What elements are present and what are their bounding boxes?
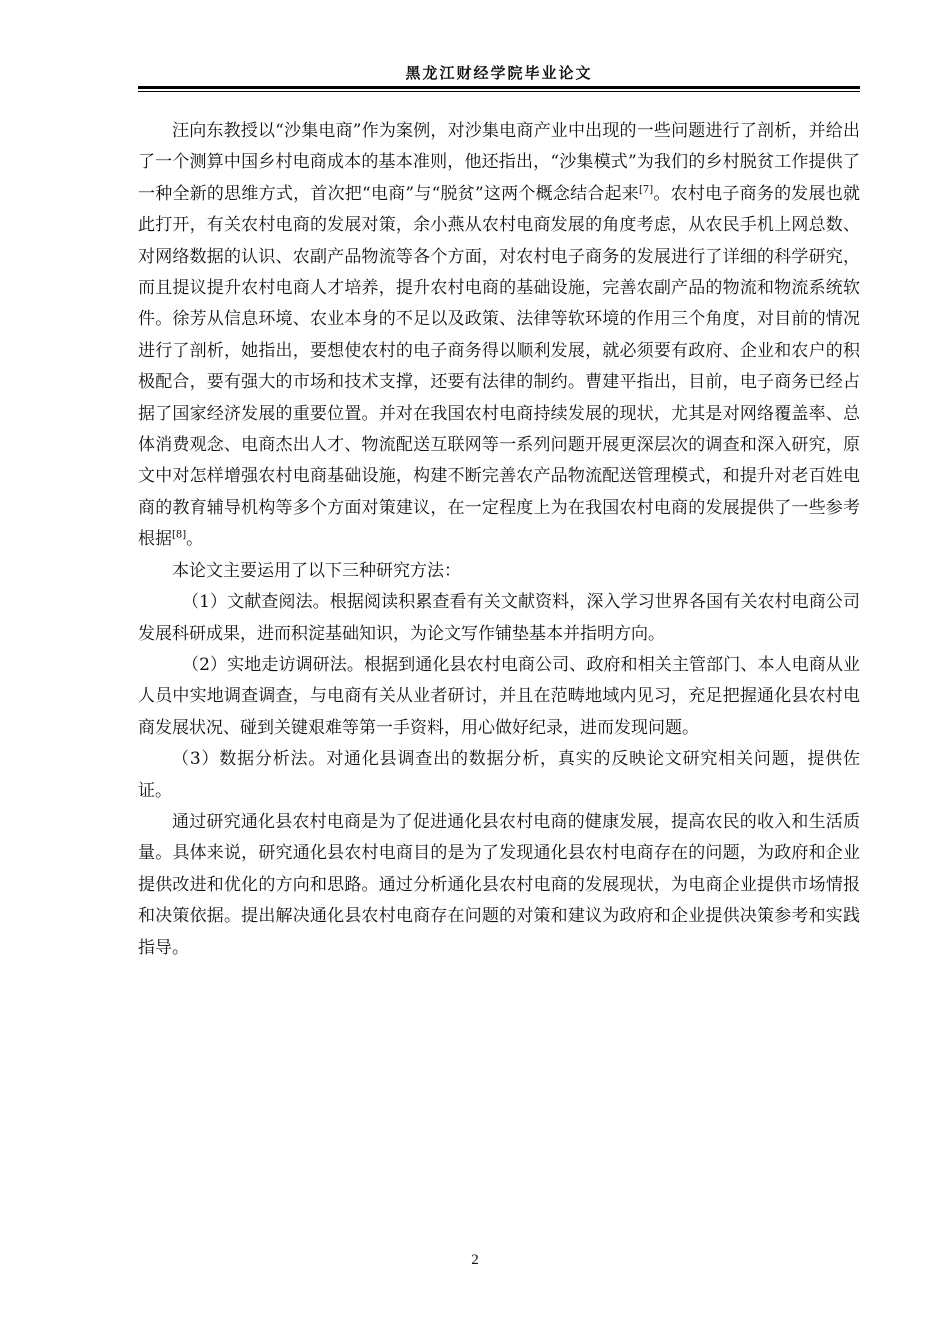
paragraph-literature-review xyxy=(138,116,860,556)
citation-ref: [7] xyxy=(639,184,654,196)
paragraph-method-1: （1）文献查阅法。根据阅读积累查看有关文献资料，深入学习世界各国有关农村电商公司发展科研成果，进而积淀基础知识，为论文写作铺垫基本并指明方向。 xyxy=(138,592,860,644)
paragraph-text-tail: 。农村电子商务的发展也就此打开，有关农村电商的发展对策，余小燕从农村电商发展的角度考虑，从农民手机上网总数、对网络数据的认识、农副产品物流等各个方面，对农村电子商务的发展进行了详细的科学研究，而且提议提升农村电商人才培养，提升农村电商的基础设施，完善农副产品的物流和物流系统软件。徐芳从信息环境、农业本身的不足以及政策、法律等软环境的作用三个角度，对目前的情况进行了剖析，她指出，要想使农村的电子商务得以顺利发展，就必须要有政府、企业和农户的积极配合，要有强大的市场和技术支撑，还要有法律的制约。曹建平指出，目前，电子商务已经占据了国家经济发展的重要位置。并对在我国农村电商持续发展的现状，尤其是对网络覆盖率、总体消费观念、电商杰出人才、物流配送互联网等一系列问题开展更深层次的调查和深入研究，原文中对怎样增强农村电商基础设施，构建不断完善农产品物流配送管理模式，和提升对老百姓电商的教育辅导机构等多个方面对策建议，在一定程度上为在我国农村电商的发展提供了一些参考根据 xyxy=(138,183,861,550)
body-text xyxy=(138,116,860,964)
citation-ref: [8] xyxy=(172,529,187,541)
paragraph-method-2: （2）实地走访调研法。根据到通化县农村电商公司、政府和相关主管部门、本人电商从业人员中实地调查调查，与电商有关从业者研讨，并且在范畴地域内见习，充足把握通化县农村电商发展状况、碰到关键艰难等第一手资料，用心做好纪录，进而发现问题。 xyxy=(138,654,860,738)
header-rule-thick xyxy=(138,86,860,89)
page-header-title: 黑龙江财经学院毕业论文 xyxy=(405,64,593,82)
paragraph-text: 汪向东教授以“沙集电商”作为案例，对沙集电商产业中出现的一些问题进行了剖析，并给出了一个测算中国乡村电商成本的基本准则，他还指出，“沙集模式”为我们的乡村脱贫工作提供了一种全新的思维方式，首次把“电商”与“脱贫”这两个概念结合起来 xyxy=(138,121,860,204)
paragraph-methods-intro: 本论文主要运用了以下三种研究方法： xyxy=(172,560,461,581)
paragraph-text-tail: 。 xyxy=(186,529,204,550)
header-rule-thin xyxy=(138,91,860,92)
page-number: 2 xyxy=(471,1252,479,1268)
paragraph-method-3: （3）数据分析法。对通化县调查出的数据分析，真实的反映论文研究相关问题，提供佐证。 xyxy=(138,749,860,801)
paragraph-purpose: 通过研究通化县农村电商是为了促进通化县农村电商的健康发展，提高农民的收入和生活质量。具体来说，研究通化县农村电商目的是为了发现通化县农村电商存在的问题，为政府和企业提供改进和优化的方向和思路。通过分析通化县农村电商的发展现状，为电商企业提供市场情报和决策依据。提出解决通化县农村电商存在问题的对策和建议为政府和企业提供决策参考和实践指导。 xyxy=(138,811,860,958)
